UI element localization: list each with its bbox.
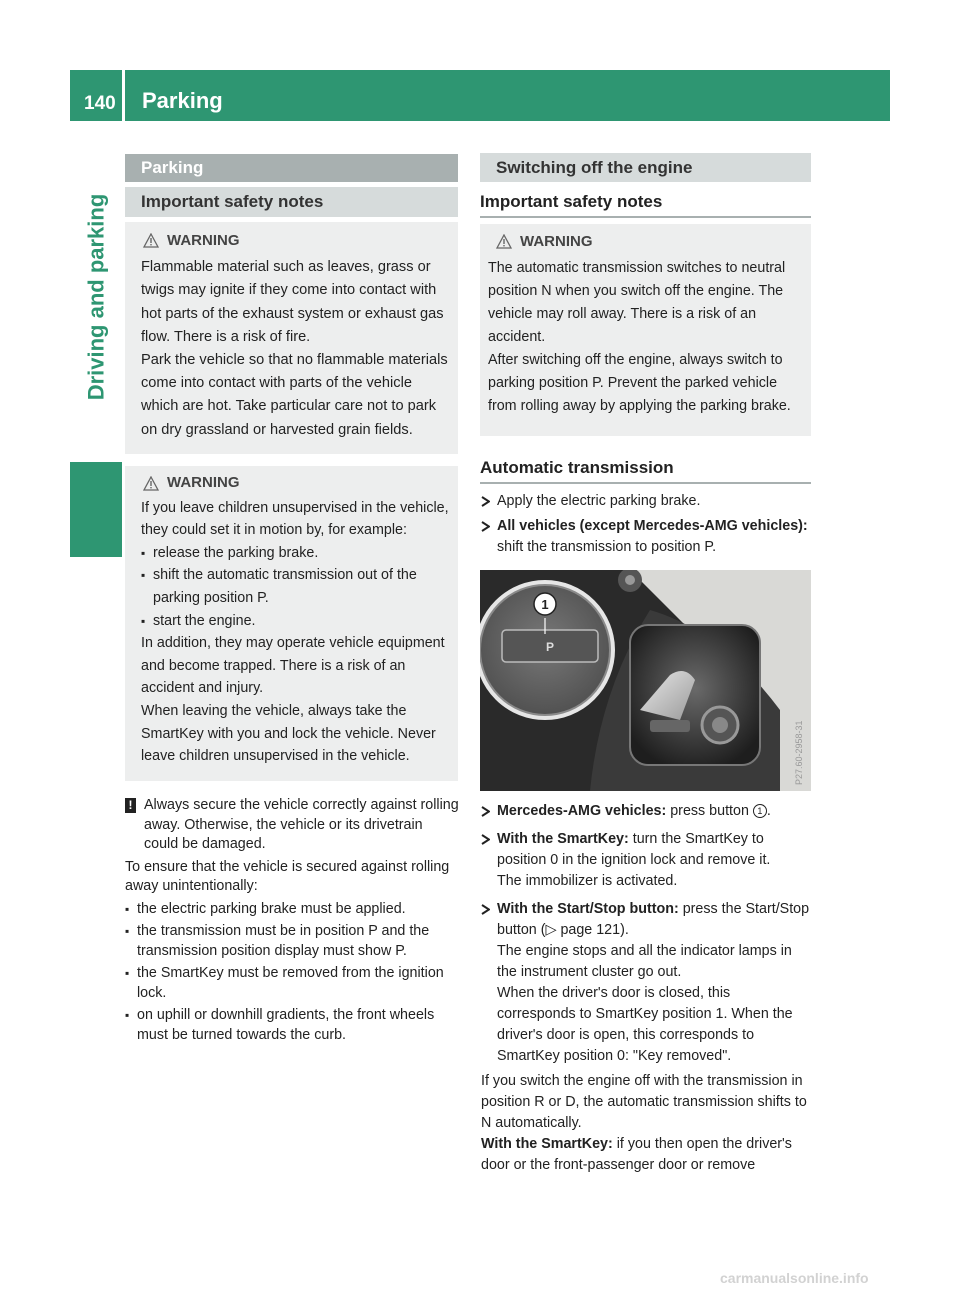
step-arrow-icon xyxy=(481,521,490,532)
warning-icon xyxy=(143,233,159,248)
warning-box-rolling xyxy=(480,224,811,436)
gear-selector-illustration xyxy=(480,570,811,791)
step-label: With the Start/Stop button: xyxy=(497,901,679,917)
section-heading-parking: Parking xyxy=(125,154,458,182)
step-text: shift the transmission to position P. xyxy=(497,539,717,555)
warning-title: WARNING xyxy=(520,233,593,250)
warning-box-children xyxy=(125,466,458,781)
notice-text: Always secure the vehicle correctly against rolling away. Otherwise, the vehicle or its drivetrain could be damaged. xyxy=(144,797,459,852)
list-item: ▪ shift the automatic transmission out of the parking position P. xyxy=(141,564,450,609)
list-item: ▪ the transmission must be in position P and the transmission position display must show P. xyxy=(125,922,460,961)
step-arrow-icon xyxy=(481,496,490,507)
warning-heading xyxy=(143,229,450,252)
warning-text: When leaving the vehicle, always take the SmartKey with you and lock the vehicle. Never leave children unsupervised in the vehicle. xyxy=(141,702,436,765)
step-arrow-icon xyxy=(481,904,490,915)
step xyxy=(481,491,811,512)
step-text: turn the SmartKey to position 0 in the ignition lock and remove it. xyxy=(497,831,771,868)
warning-text: The automatic transmission switches to neutral position N when you switch off the engine. The vehicle may roll away. There is a risk of an accident. xyxy=(488,260,786,345)
step-text: press the Start/Stop button (▷ page 121). xyxy=(497,901,810,938)
chapter-header-bar xyxy=(125,70,890,121)
step-label: Mercedes-AMG vehicles: xyxy=(497,803,667,819)
warning-text: Park the vehicle so that no flammable materials come into contact with parts of the vehicle which are hot. Take particular care not to park on dry grassland or harvested grain fields. xyxy=(141,352,448,438)
step-note: The immobilizer is activated. xyxy=(497,873,678,889)
list-item: ▪ the SmartKey must be removed from the ignition lock. xyxy=(125,964,460,1003)
step-arrow-icon xyxy=(481,806,490,817)
subheading-safety-notes: Important safety notes xyxy=(125,187,458,217)
list-item: ▪ release the parking brake. xyxy=(141,542,450,565)
step-note: When the driver's door is closed, this corresponds to SmartKey position 1. When the driver's door is open, this corresponds to SmartKey position 0: "Key removed". xyxy=(497,985,793,1064)
notice-icon: ! xyxy=(125,798,136,813)
photo-code: P27.60-2958-31 xyxy=(794,720,804,785)
paragraph-label: With the SmartKey: xyxy=(481,1136,613,1152)
photo-button-label: P xyxy=(545,640,555,654)
step-label: All vehicles (except Mercedes-AMG vehicles): xyxy=(497,518,808,534)
heading-automatic-transmission: Automatic transmission xyxy=(480,458,674,477)
warning-text: Flammable material such as leaves, grass or twigs may ignite if they come into contact with hot parts of the exhaust system or exhaust gas flow. There is a risk of fire. xyxy=(141,259,444,345)
subheading-safety-notes-right: Important safety notes xyxy=(480,192,663,211)
step xyxy=(481,899,812,1067)
gear-selector-photo xyxy=(480,570,811,791)
side-tab-label: Driving and parking xyxy=(83,193,108,401)
paragraph: If you switch the engine off with the transmission in position R or D, the automatic transmission shifts to N automatically. xyxy=(481,1073,807,1131)
warning-icon xyxy=(496,234,512,249)
step xyxy=(481,829,812,892)
transmission-steps xyxy=(481,491,811,558)
step-text: Apply the electric parking brake. xyxy=(497,493,701,509)
engine-steps xyxy=(481,801,812,1176)
page-number: 140 xyxy=(84,93,116,114)
watermark: carmanualsonline.info xyxy=(720,1270,869,1286)
section-heading-switching-off: Switching off the engine xyxy=(480,153,811,182)
warning-text: If you leave children unsupervised in the vehicle, they could set it in motion by, for example: xyxy=(141,499,449,539)
chapter-title: Parking xyxy=(142,88,223,113)
side-tab xyxy=(58,182,134,412)
photo-callout-number: 1 xyxy=(541,597,549,612)
warning-title: WARNING xyxy=(167,474,240,491)
step-arrow-icon xyxy=(481,834,490,845)
warning-text: In addition, they may operate vehicle equipment and become trapped. There is a risk of an accident and injury. xyxy=(141,635,445,697)
warning-heading xyxy=(143,472,450,495)
side-tab-marker xyxy=(70,462,122,557)
step-text: press button xyxy=(670,803,749,819)
notice-paragraph xyxy=(125,796,460,855)
paragraph xyxy=(481,1134,812,1176)
step-label: With the SmartKey: xyxy=(497,831,629,847)
warning-heading xyxy=(496,230,805,253)
warning-box-fire xyxy=(125,222,458,454)
paragraph-text: if you then open the driver's door or the front-passenger door or remove xyxy=(481,1136,792,1173)
left-body xyxy=(125,796,460,1045)
list-item: ▪ the electric parking brake must be applied. xyxy=(125,900,460,920)
button-callout: 1 xyxy=(753,804,767,818)
step: Mercedes-AMG vehicles: press button 1 . xyxy=(481,801,812,822)
paragraph: To ensure that the vehicle is secured against rolling away unintentionally: xyxy=(125,858,450,894)
list-item: ▪ on uphill or downhill gradients, the front wheels must be turned towards the curb. xyxy=(125,1006,460,1045)
divider xyxy=(480,216,811,218)
warning-icon xyxy=(143,476,159,491)
warning-text: After switching off the engine, always switch to parking position P. Prevent the parked vehicle from rolling away by applying the parking brake. xyxy=(488,352,791,414)
warning-title: WARNING xyxy=(167,232,240,249)
step xyxy=(481,516,811,558)
step-note: The engine stops and all the indicator lamps in the instrument cluster go out. xyxy=(497,943,792,980)
divider xyxy=(480,482,811,484)
list-item: ▪ start the engine. xyxy=(141,610,450,633)
